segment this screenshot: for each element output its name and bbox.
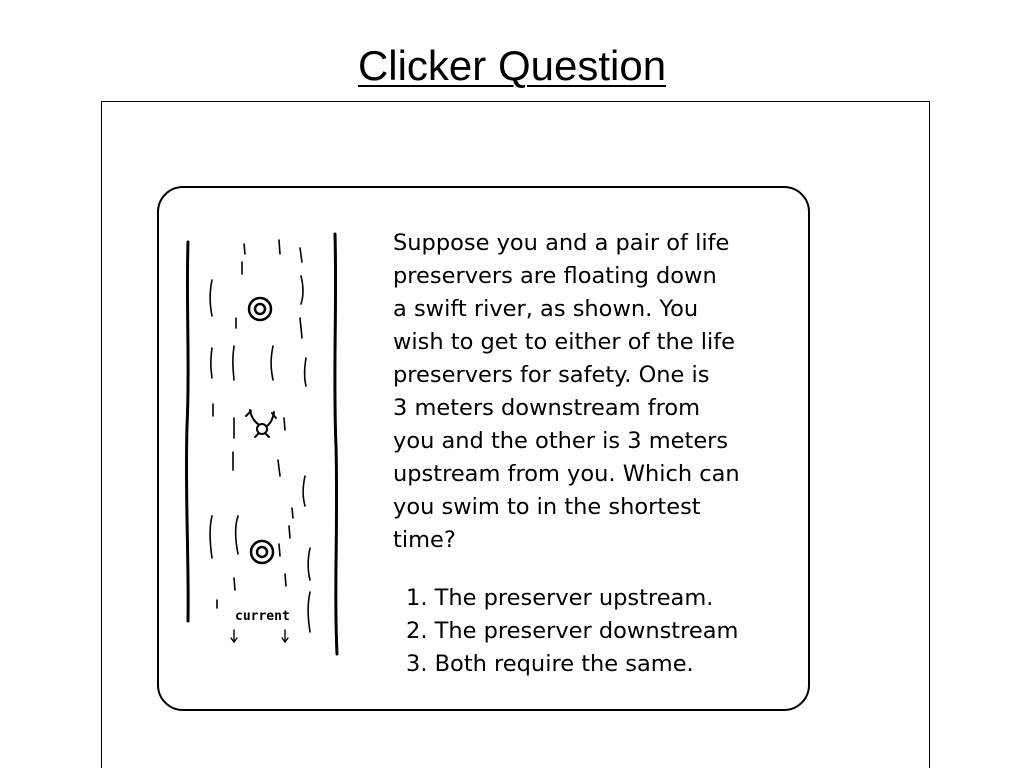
current-arrow-icon (231, 630, 288, 642)
river-figure (176, 226, 352, 662)
option-same: 3. Both require the same. (406, 651, 694, 677)
swimmer-icon (246, 410, 276, 437)
answer-options (406, 582, 796, 681)
question-text: Suppose you and a pair of life preservers are floating down a swift river, as shown. You wish to get to either of the life preservers for safety. One is 3 meters downstream from you and the other is 3 meters upstream from you. Which can you swim to in the shortest time? (393, 230, 740, 553)
slide-title: Clicker Question (357, 42, 667, 89)
current-label: current (235, 609, 290, 624)
life-preserver-icon (251, 541, 273, 563)
right-riverbank (335, 234, 337, 654)
option-downstream: 2. The preserver downstream (406, 618, 739, 644)
left-riverbank (186, 242, 188, 621)
option-upstream: 1. The preserver upstream. (406, 585, 714, 611)
life-preserver-icon (249, 298, 271, 320)
